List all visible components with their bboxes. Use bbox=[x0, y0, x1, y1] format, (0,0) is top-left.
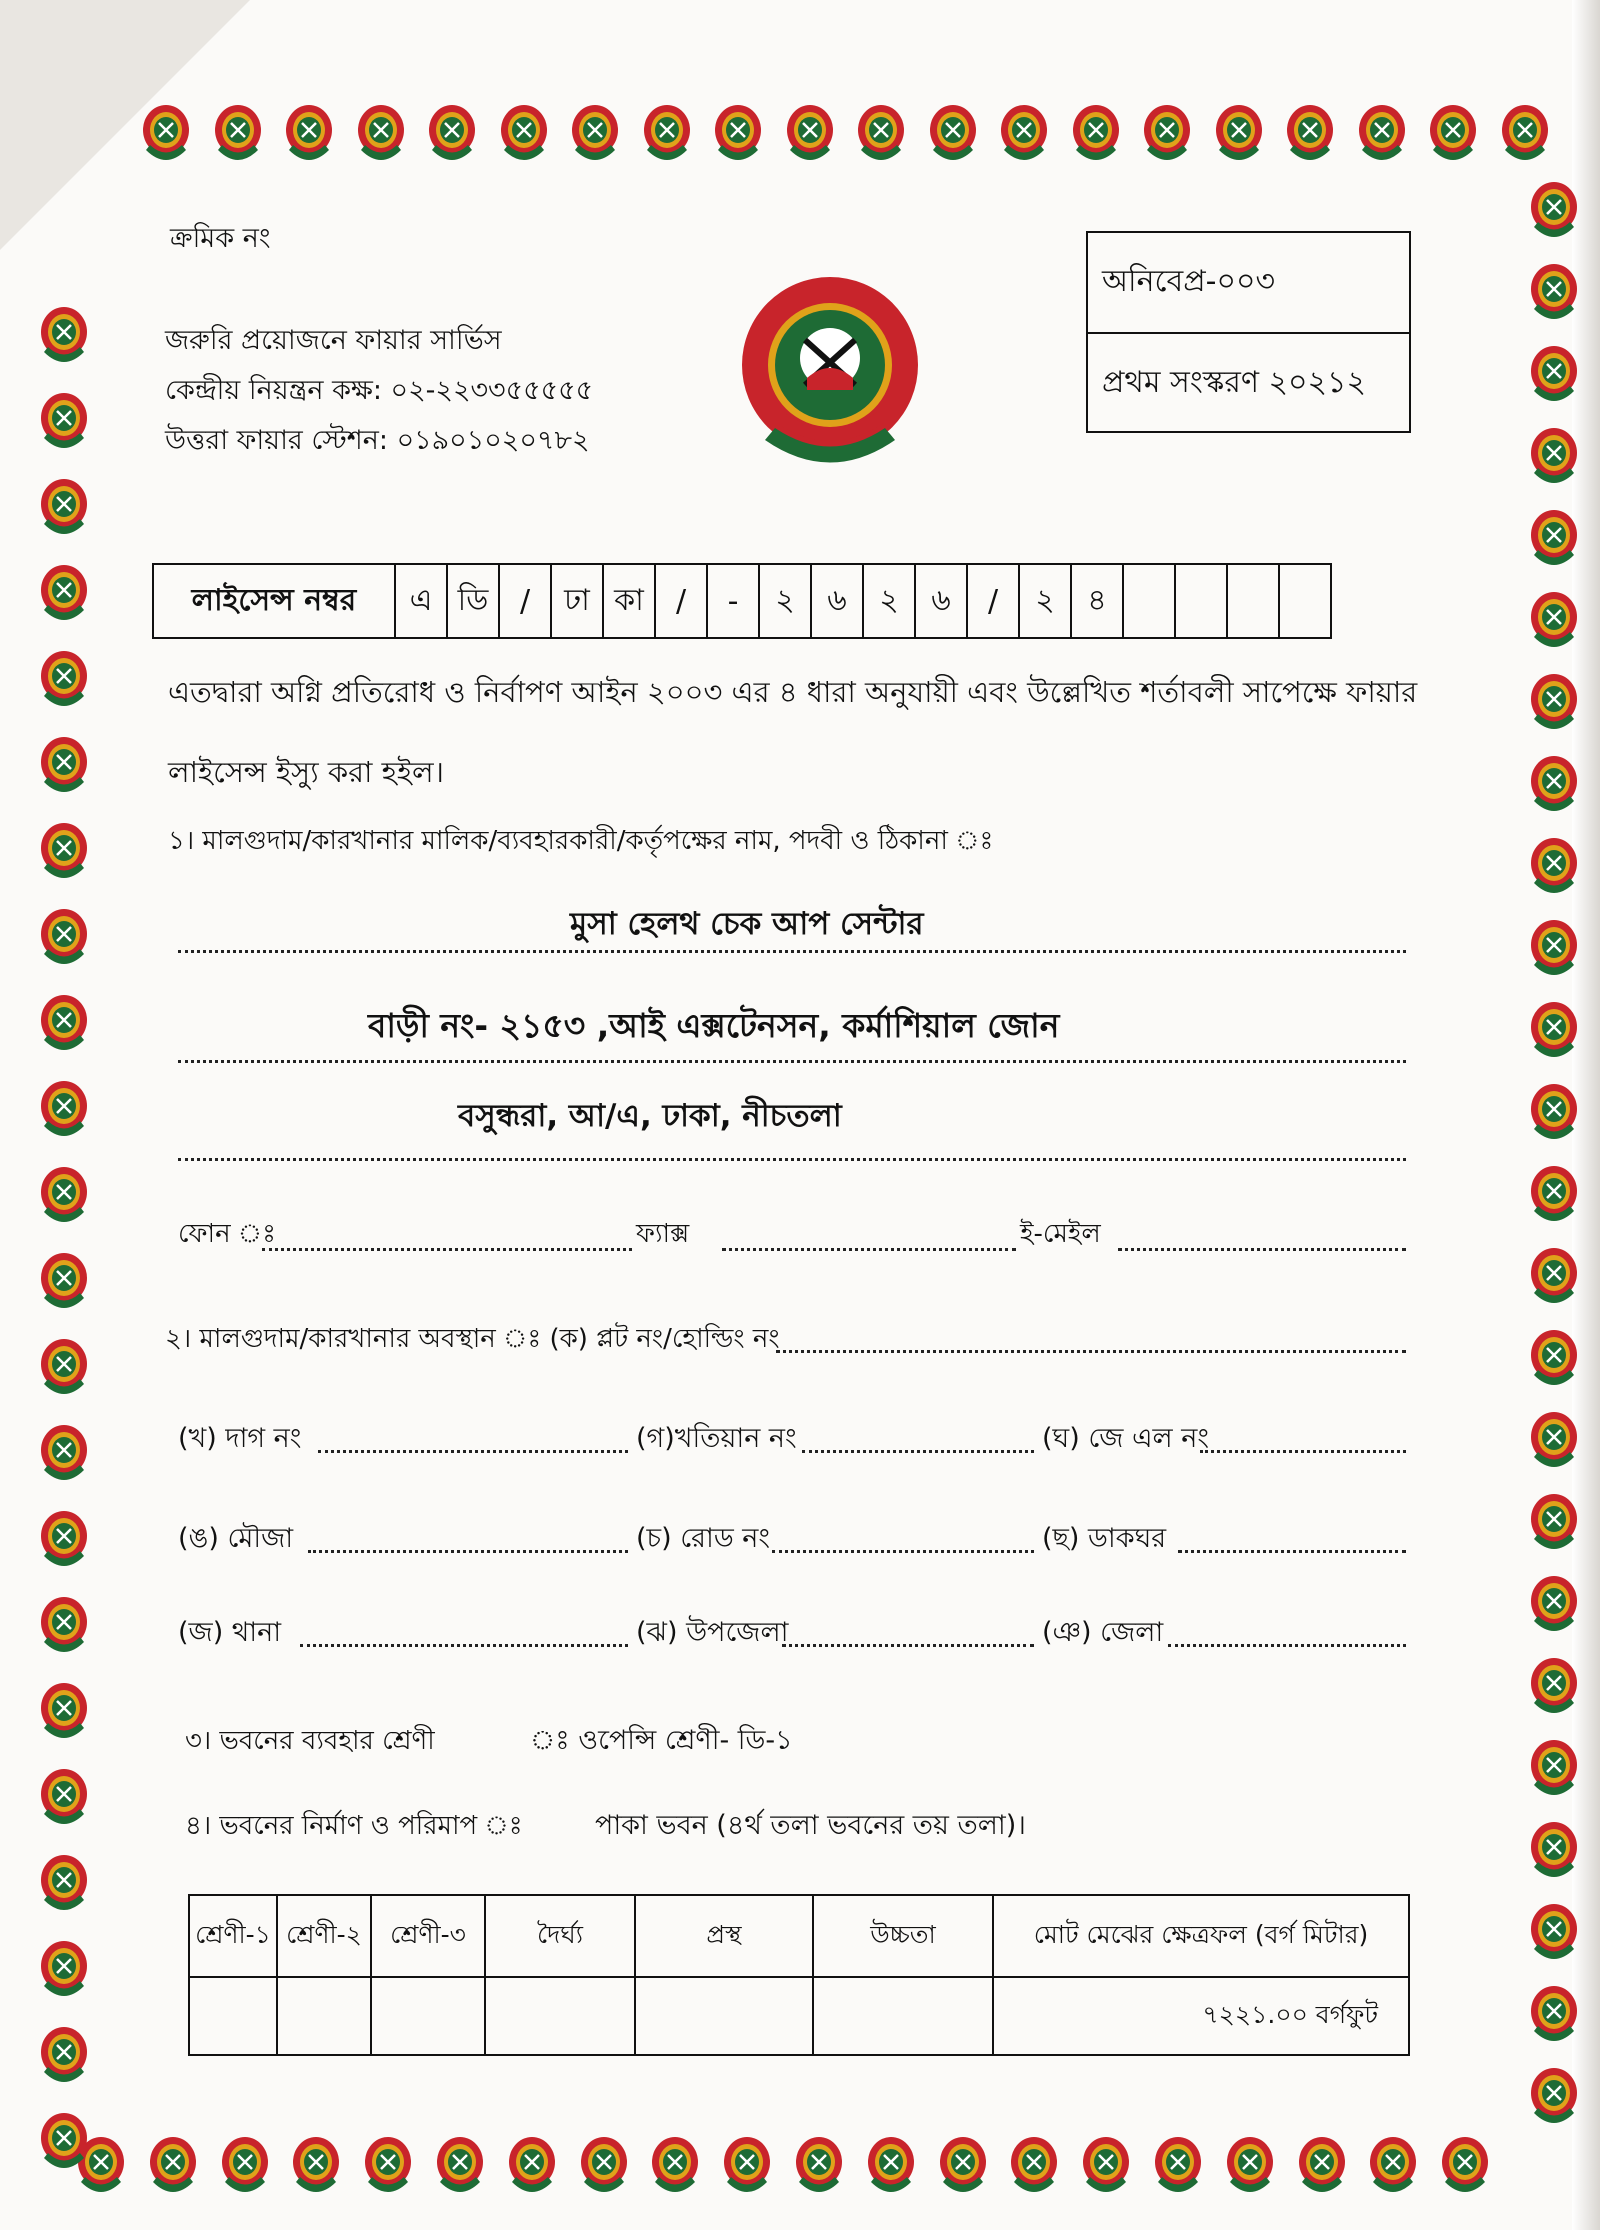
emblem-icon bbox=[1528, 1323, 1580, 1393]
license-char-cell: ২ bbox=[760, 565, 812, 637]
emblem-icon bbox=[38, 1418, 90, 1488]
emblem-icon bbox=[426, 98, 478, 168]
license-char-cell: ডি bbox=[448, 565, 500, 637]
edition-label: প্রথম সংস্করণ ২০২১২ bbox=[1088, 332, 1409, 433]
emblem-icon bbox=[1008, 2130, 1060, 2200]
emergency-control-room: কেন্দ্রীয় নিয়ন্ত্রন কক্ষ: ০২-২২৩৩৫৫৫৫৫ bbox=[165, 375, 594, 406]
post-office-label: (ছ) ডাকঘর bbox=[1042, 1523, 1167, 1554]
emblem-icon bbox=[1152, 2130, 1204, 2200]
table-header-row bbox=[189, 1895, 1409, 1977]
emblem-icon bbox=[1528, 667, 1580, 737]
emblem-icon bbox=[38, 1332, 90, 1402]
emblem-icon bbox=[793, 2130, 845, 2200]
license-number-row bbox=[152, 563, 1332, 639]
serial-number-label: ক্রমিক নং bbox=[170, 223, 271, 254]
phone-label: ফোন ঃ bbox=[178, 1219, 277, 1249]
section-2-label: ২। মালগুদাম/কারখানার অবস্থান ঃ (ক) প্লট নং/হোল্ডিং নং bbox=[165, 1324, 780, 1354]
license-char-cell bbox=[1228, 565, 1280, 637]
emblem-icon bbox=[1427, 98, 1479, 168]
dag-line bbox=[318, 1450, 628, 1453]
dag-label: (খ) দাগ নং bbox=[178, 1423, 302, 1454]
emblem-icon bbox=[712, 98, 764, 168]
emblem-icon bbox=[38, 1590, 90, 1660]
emblem-icon bbox=[219, 2130, 271, 2200]
emblem-icon bbox=[38, 1504, 90, 1574]
cell-class-3 bbox=[371, 1977, 485, 2055]
license-char-cell bbox=[1280, 565, 1330, 637]
emblem-icon bbox=[1528, 1487, 1580, 1557]
emblem-icon bbox=[38, 1848, 90, 1918]
emblem-icon bbox=[38, 902, 90, 972]
khatian-line bbox=[802, 1450, 1034, 1453]
road-line bbox=[772, 1550, 1034, 1553]
emblem-icon bbox=[38, 1934, 90, 2004]
license-char-cell: ৪ bbox=[1072, 565, 1124, 637]
emblem-icon bbox=[38, 472, 90, 542]
license-char-cell: ঢা bbox=[552, 565, 604, 637]
construction-type: পাকা ভবন (৪র্থ তলা ভবনের তয় তলা)। bbox=[595, 1810, 1026, 1841]
emblem-icon bbox=[362, 2130, 414, 2200]
emblem-icon bbox=[578, 2130, 630, 2200]
thana-line bbox=[300, 1644, 628, 1647]
upazila-line bbox=[782, 1644, 1034, 1647]
mouza-line bbox=[308, 1550, 628, 1553]
emblem-icon bbox=[927, 98, 979, 168]
col-total-area: মোট মেঝের ক্ষেত্রফল (বর্গ মিটার) bbox=[993, 1895, 1409, 1977]
khatian-label: (গ)খতিয়ান নং bbox=[636, 1423, 797, 1454]
emblem-icon bbox=[1224, 2130, 1276, 2200]
emblem-icon bbox=[212, 98, 264, 168]
emblem-icon bbox=[283, 98, 335, 168]
emblem-icon bbox=[38, 386, 90, 456]
emblem-icon bbox=[1528, 1159, 1580, 1229]
cell-class-1 bbox=[189, 1977, 277, 2055]
emblem-icon bbox=[1528, 995, 1580, 1065]
license-char-cell bbox=[1124, 565, 1176, 637]
emblem-icon bbox=[38, 1246, 90, 1316]
col-length: দৈর্ঘ্য bbox=[485, 1895, 635, 1977]
declaration-paragraph bbox=[168, 652, 1417, 812]
owner-address-2: বসুন্ধরা, আ/এ, ঢাকা, নীচতলা bbox=[458, 1098, 842, 1134]
fax-label: ফ্যাক্স bbox=[636, 1219, 690, 1249]
emblem-icon bbox=[1528, 421, 1580, 491]
license-char-cell: ৬ bbox=[812, 565, 864, 637]
emblem-icon bbox=[1213, 98, 1265, 168]
col-width: প্রস্থ bbox=[635, 1895, 813, 1977]
upazila-label: (ঝ) উপজেলা bbox=[636, 1617, 789, 1648]
fax-line bbox=[722, 1248, 1016, 1251]
license-char-cell: / bbox=[968, 565, 1020, 637]
license-char-cell: / bbox=[500, 565, 552, 637]
emblem-icon bbox=[1528, 1815, 1580, 1885]
owner-name-line bbox=[178, 950, 1406, 953]
emblem-icon bbox=[649, 2130, 701, 2200]
license-char-cell: / bbox=[656, 565, 708, 637]
emblem-icon bbox=[290, 2130, 342, 2200]
license-char-cell: ২ bbox=[1020, 565, 1072, 637]
section-4-label: ৪। ভবনের নির্মাণ ও পরিমাপ ঃ bbox=[185, 1811, 523, 1841]
emblem-icon bbox=[1528, 913, 1580, 983]
cell-height bbox=[813, 1977, 993, 2055]
emblem-icon bbox=[38, 644, 90, 714]
emblem-icon bbox=[1499, 98, 1551, 168]
email-label: ই-মেইল bbox=[1020, 1219, 1101, 1249]
license-number-label: লাইসেন্স নম্বর bbox=[154, 565, 396, 637]
emblem-icon bbox=[38, 730, 90, 800]
license-char-cell: ৬ bbox=[916, 565, 968, 637]
fire-service-logo bbox=[735, 270, 925, 480]
license-char-cell: - bbox=[708, 565, 760, 637]
email-line bbox=[1118, 1248, 1406, 1251]
emblem-icon bbox=[1296, 2130, 1348, 2200]
emblem-icon bbox=[1528, 175, 1580, 245]
emblem-icon bbox=[1528, 585, 1580, 655]
emblem-icon bbox=[434, 2130, 486, 2200]
emblem-icon bbox=[1070, 98, 1122, 168]
address-line-2 bbox=[178, 1158, 1406, 1161]
emblem-icon bbox=[937, 2130, 989, 2200]
emblem-icon bbox=[140, 98, 192, 168]
emblem-icon bbox=[1080, 2130, 1132, 2200]
owner-name: মুসা হেলথ চেক আপ সেন্টার bbox=[570, 906, 924, 942]
emblem-icon bbox=[1528, 257, 1580, 327]
emblem-icon bbox=[498, 98, 550, 168]
emblem-icon bbox=[38, 816, 90, 886]
emblem-icon bbox=[1528, 749, 1580, 819]
emblem-icon bbox=[784, 98, 836, 168]
section-3-label: ৩। ভবনের ব্যবহার শ্রেণী bbox=[185, 1726, 435, 1756]
emblem-icon bbox=[1367, 2130, 1419, 2200]
emblem-icon bbox=[721, 2130, 773, 2200]
col-class-3: শ্রেণী-৩ bbox=[371, 1895, 485, 1977]
col-height: উচ্চতা bbox=[813, 1895, 993, 1977]
emblem-icon bbox=[1528, 1405, 1580, 1475]
post-office-line bbox=[1178, 1550, 1406, 1553]
road-label: (চ) রোড নং bbox=[636, 1523, 771, 1554]
emblem-icon bbox=[1439, 2130, 1491, 2200]
jl-line bbox=[1200, 1450, 1406, 1453]
owner-address-1: বাড়ী নং- ২১৫৩ ,আই এক্সটেনসন, কর্মাশিয়াল জোন bbox=[368, 1006, 1060, 1045]
emblem-icon bbox=[1356, 98, 1408, 168]
emblem-icon bbox=[1528, 831, 1580, 901]
emblem-icon bbox=[38, 2020, 90, 2090]
district-label: (ঞ) জেলা bbox=[1042, 1617, 1164, 1648]
col-class-1: শ্রেণী-১ bbox=[189, 1895, 277, 1977]
mouza-label: (ঙ) মৌজা bbox=[178, 1523, 294, 1554]
emblem-icon bbox=[38, 2106, 90, 2176]
emblem-icon bbox=[855, 98, 907, 168]
emblem-icon bbox=[38, 988, 90, 1058]
emblem-icon bbox=[569, 98, 621, 168]
address-line-1 bbox=[178, 1060, 1406, 1063]
emblem-icon bbox=[1528, 1077, 1580, 1147]
emblem-icon bbox=[38, 1074, 90, 1144]
building-area-table bbox=[188, 1894, 1410, 2056]
emblem-icon bbox=[38, 1762, 90, 1832]
emblem-icon bbox=[38, 558, 90, 628]
emergency-line-1: জরুরি প্রয়োজনে ফায়ার সার্ভিস bbox=[165, 325, 502, 356]
holding-line bbox=[776, 1350, 1406, 1353]
cell-width bbox=[635, 1977, 813, 2055]
jl-label: (ঘ) জে এল নং bbox=[1042, 1423, 1209, 1454]
district-line bbox=[1168, 1644, 1406, 1647]
cell-class-2 bbox=[277, 1977, 371, 2055]
emblem-icon bbox=[38, 300, 90, 370]
emblem-icon bbox=[1528, 503, 1580, 573]
emblem-icon bbox=[865, 2130, 917, 2200]
col-class-2: শ্রেণী-২ bbox=[277, 1895, 371, 1977]
emergency-contact-block bbox=[165, 316, 593, 466]
emergency-uttara-station: উত্তরা ফায়ার স্টেশন: ০১৯০১০২০৭৮২ bbox=[165, 425, 590, 456]
emblem-icon bbox=[38, 1676, 90, 1746]
declaration-line-1: এতদ্বারা অগ্নি প্রতিরোধ ও নির্বাপণ আইন ২০০৩ এর ৪ ধারা অনুযায়ী এবং উল্লেখিত শর্তাবলী সাপেক্ষে ফায়ার bbox=[168, 675, 1418, 709]
declaration-line-2: লাইসেন্স ইস্যু করা হইল। bbox=[168, 755, 444, 789]
emblem-icon bbox=[1528, 1651, 1580, 1721]
emblem-icon bbox=[1528, 1897, 1580, 1967]
form-code: অনিবেপ্র-০০৩ bbox=[1102, 264, 1275, 299]
emblem-icon bbox=[998, 98, 1050, 168]
section-1-label: ১। মালগুদাম/কারখানার মালিক/ব্যবহারকারী/কর্তৃপক্ষের নাম, পদবী ও ঠিকানা ঃ bbox=[168, 826, 994, 856]
emblem-icon bbox=[147, 2130, 199, 2200]
form-code-box bbox=[1086, 231, 1411, 433]
phone-line bbox=[262, 1248, 632, 1251]
thana-label: (জ) থানা bbox=[178, 1617, 282, 1648]
emblem-icon bbox=[1528, 1979, 1580, 2049]
emblem-icon bbox=[641, 98, 693, 168]
emblem-icon bbox=[1284, 98, 1336, 168]
emblem-icon bbox=[1528, 2061, 1580, 2131]
license-char-cell bbox=[1176, 565, 1228, 637]
emblem-icon bbox=[355, 98, 407, 168]
emblem-icon bbox=[38, 1160, 90, 1230]
emblem-icon bbox=[1528, 339, 1580, 409]
license-char-cell: কা bbox=[604, 565, 656, 637]
emblem-icon bbox=[1528, 1241, 1580, 1311]
emblem-icon bbox=[1528, 1733, 1580, 1803]
table-row bbox=[189, 1977, 1409, 2055]
emblem-icon bbox=[1528, 1569, 1580, 1639]
emblem-icon bbox=[506, 2130, 558, 2200]
emblem-icon bbox=[1141, 98, 1193, 168]
cell-length bbox=[485, 1977, 635, 2055]
license-char-cell: ২ bbox=[864, 565, 916, 637]
license-char-cell: এ bbox=[396, 565, 448, 637]
occupancy-class: ঃ ওপেন্সি শ্রেণী- ডি-১ bbox=[530, 1725, 793, 1756]
total-area-value: ৭২২১.০০ বর্গফুট bbox=[993, 1977, 1409, 2055]
